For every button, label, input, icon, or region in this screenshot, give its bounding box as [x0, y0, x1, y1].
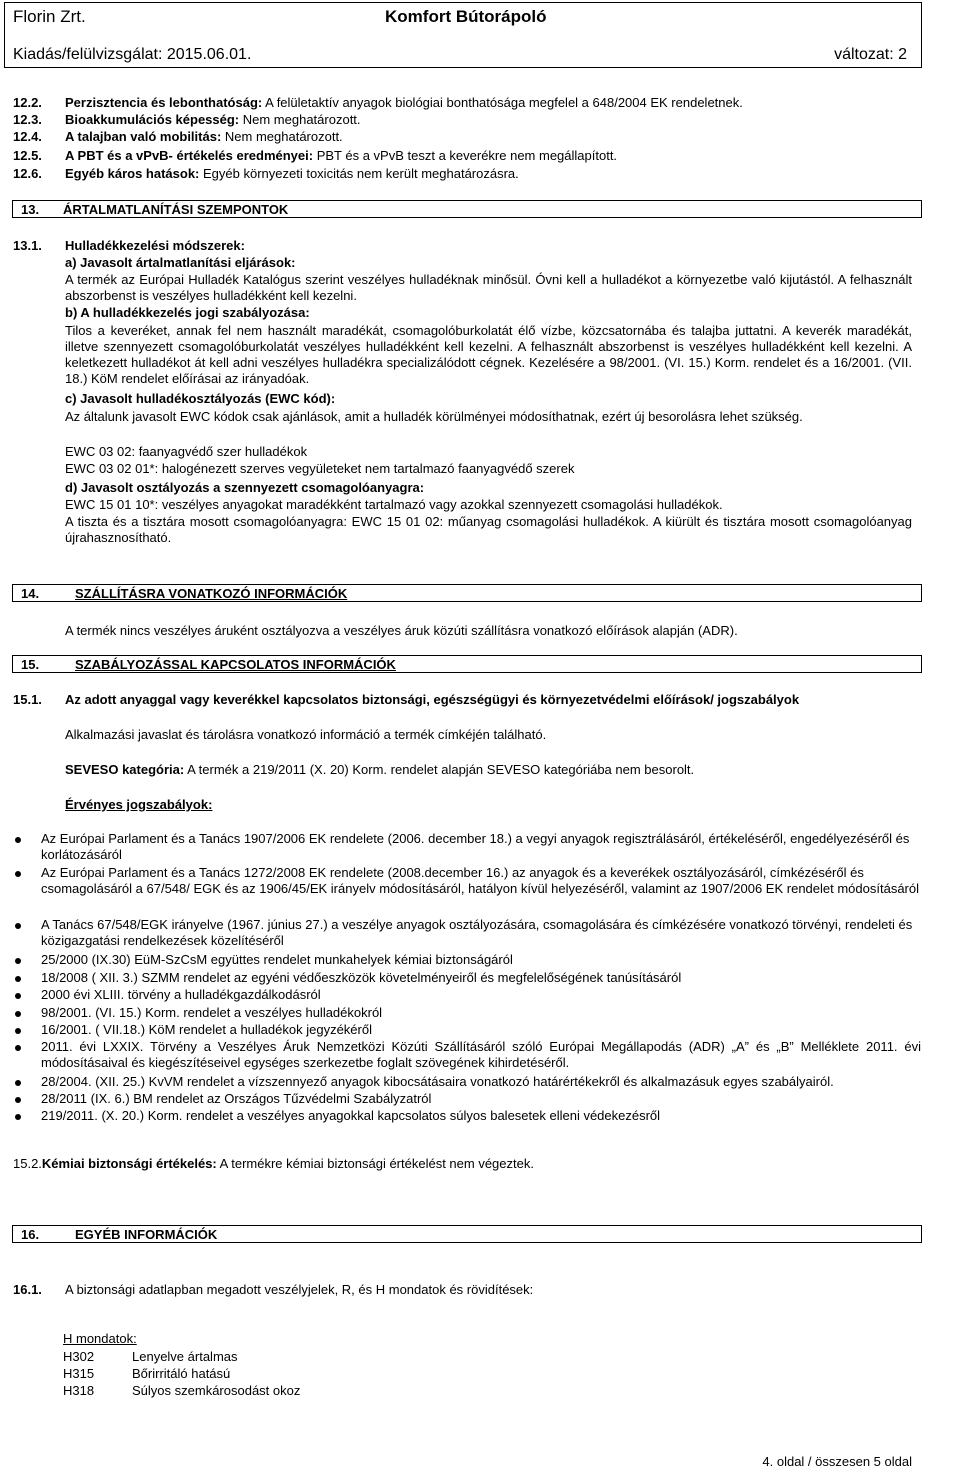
- item-number: 12.3.: [13, 112, 42, 127]
- company-name: Florin Zrt.: [13, 7, 86, 26]
- item-label: Perzisztencia és lebonthatóság:: [65, 95, 263, 110]
- subsection-title: Hulladékkezelési módszerek:: [65, 238, 245, 253]
- ewc-code-1: EWC 03 02: faanyagvédő szer hulladékok: [65, 444, 308, 459]
- list-item: 18/2008 ( XII. 3.) SZMM rendelet az egyéni védőeszközök követelményeiről és megfelelőségének tanúsításáról: [41, 970, 682, 985]
- subsection-b-text: Tilos a keveréket, annak fel nem használt maradékát, csomagolóburkolatát élő vízbe, közcsatornába és talajba juttatni. A keverék maradékát, illetve szennyezett csomagolóburkolatát veszélyes hulladékként kell kezelni. A felhasznált abszorbenst is veszélyes hulladékként kell kezelni. A keletkezett hulladékot át kell adni veszélyes hulladékra specializálódott cégnek. Kezelésére a 98/2001. (VI. 15.) Korm. rendelet és a 16/2001. (VII. 18.) KöM rendelet előírásai az irányadóak.: [65, 323, 912, 386]
- bullet-icon: [15, 923, 21, 929]
- section-title: EGYÉB INFORMÁCIÓK: [75, 1227, 218, 1242]
- laws-title: Érvényes jogszabályok:: [65, 797, 213, 812]
- seveso-line: [65, 762, 694, 778]
- subsection-d-text-1: EWC 15 01 10*: veszélyes anyagokat maradékként tartalmazó vagy azokkal szennyezett csomagolási hulladékok.: [65, 497, 723, 512]
- version-label: változat: 2: [834, 46, 907, 63]
- h-text: Lenyelve ártalmas: [132, 1349, 238, 1364]
- chemical-assessment-line: [13, 1156, 534, 1172]
- list-item: Az Európai Parlament és a Tanács 1272/2008 EK rendelete (2008.december 16.) az anyagok és a keverékek osztályozásáról, címkézéséről és csomagolásáról a 67/548/ EGK és az 1906/45/EK irányelv módosításáról, hatályon kívül helyezéséről, valamint az 1907/2006 EK rendelet módosításáról: [41, 865, 920, 896]
- list-item: [65, 166, 915, 182]
- list-item: 25/2000 (IX.30) EüM-SzCsM együttes rendelet munkahelyek kémiai biztonságáról: [41, 952, 513, 967]
- item-text: A felületaktív anyagok biológiai bonthatósága megfelel a 648/2004 EK rendeletnek.: [262, 95, 743, 110]
- section-title: ÁRTALMATLANÍTÁSI SZEMPONTOK: [63, 202, 289, 217]
- issue-date: Kiadás/felülvizsgálat: 2015.06.01.: [13, 46, 252, 63]
- ewc-code-2: EWC 03 02 01*: halogénezett szerves vegyületeket nem tartalmazó faanyagvédő szerek: [65, 461, 575, 476]
- section-number: 15.: [21, 657, 40, 672]
- item-number: 12.6.: [13, 166, 42, 181]
- list-item: 28/2004. (XII. 25.) KvVM rendelet a vízszennyező anyagok kibocsátásaira vonatkozó határértékekről és alkalmazásuk egyes szabályairól.: [41, 1074, 834, 1089]
- h-statements-title: H mondatok:: [63, 1331, 137, 1346]
- h-code: H315: [63, 1366, 95, 1381]
- bullet-icon: [15, 1011, 21, 1017]
- list-item: [65, 129, 915, 145]
- subsection-text: A biztonsági adatlapban megadott veszélyjelek, R, és H mondatok és rövidítések:: [65, 1282, 534, 1297]
- bullet-icon: [15, 837, 21, 843]
- bullet-icon: [15, 1097, 21, 1103]
- list-item: [65, 112, 915, 128]
- subsection-number: 13.1.: [13, 238, 42, 253]
- section-14-text: A termék nincs veszélyes áruként osztályozva a veszélyes áruk közúti szállításra vonatkozó előírások alapján (ADR).: [65, 623, 738, 638]
- seveso-label: SEVESO kategória:: [65, 762, 185, 777]
- item-number: 12.2.: [13, 95, 42, 110]
- list-item: [65, 148, 915, 164]
- subsection-title: Az adott anyaggal vagy keverékkel kapcsolatos biztonsági, egészségügyi és környezetvédelmi előírások/ jogszabályok: [65, 692, 800, 707]
- document-header: [4, 2, 922, 68]
- section-14-heading: [12, 584, 922, 602]
- subsection-number: 15.2.: [13, 1156, 42, 1171]
- h-text: Bőrirritáló hatású: [132, 1366, 231, 1381]
- section-title: SZABÁLYOZÁSSAL KAPCSOLATOS INFORMÁCIÓK: [75, 657, 396, 672]
- section-number: 13.: [21, 202, 40, 217]
- list-item: [13, 129, 42, 145]
- item-label: Bioakkumulációs képesség:: [65, 112, 240, 127]
- item-label: A talajban való mobilitás:: [65, 129, 222, 144]
- section-number: 14.: [21, 586, 40, 601]
- subsection-number: 15.1.: [13, 692, 42, 707]
- subsection-d-text-2: A tiszta és a tisztára mosott csomagolóanyagra: EWC 15 01 02: műanyag csomagolási hulladékok. A kiürült és tisztára mosott csomagolóanyag újrahasznosítható.: [65, 514, 912, 545]
- bullet-icon: [15, 1028, 21, 1034]
- list-item: 2000 évi XLIII. törvény a hulladékgazdálkodásról: [41, 987, 321, 1002]
- bullet-icon: [15, 1114, 21, 1120]
- item-text: Nem meghatározott.: [239, 112, 361, 127]
- item-label: A PBT és a vPvB- értékelés eredményei:: [65, 148, 314, 163]
- bullet-icon: [15, 1045, 21, 1051]
- list-item: [13, 112, 42, 128]
- list-item: 2011. évi LXXIX. Törvény a Veszélyes Áruk Nemzetközi Közúti Szállításáról szóló Európai Megállapodás (ADR) „A” és „B” Melléklete 2011. évi módosításaival és kiegészítéseivel egységes szerkezetbe foglalt szövegének kihirdetéséről.: [41, 1039, 921, 1070]
- bullet-icon: [15, 976, 21, 982]
- list-item: Az Európai Parlament és a Tanács 1907/2006 EK rendelete (2006. december 18.) a vegyi anyagok regisztrálásáról, értékeléséről, engedélyezéséről és korlátozásáról: [41, 831, 910, 862]
- bullet-icon: [15, 871, 21, 877]
- list-item: A Tanács 67/548/EGK irányelve (1967. június 27.) a veszélye anyagok osztályozására, csomagolására és címkézésére vonatkozó törvényi, rendeleti és közigazgatási rendelkezések közelítéséről: [41, 917, 913, 948]
- list-item: 28/2011 (IX. 6.) BM rendelet az Országos Tűzvédelmi Szabályzatról: [41, 1091, 432, 1106]
- list-item: [13, 95, 42, 111]
- section-number: 16.: [21, 1227, 40, 1242]
- subsection-b-title: b) A hulladékkezelés jogi szabályozása:: [65, 305, 310, 320]
- item-text: Egyéb környezeti toxicitás nem került meghatározásra.: [199, 166, 519, 181]
- bullet-icon: [15, 1080, 21, 1086]
- chemical-assessment-text: A termékre kémiai biztonsági értékelést nem végeztek.: [216, 1156, 534, 1171]
- h-code: H302: [63, 1349, 95, 1364]
- subsection-a-text: A termék az Európai Hulladék Katalógus szerint veszélyes hulladéknak minősül. Óvni kell a hulladékot a környezetbe való kijutástól. A felhasznált abszorbenst is veszélyes hulladékként kell kezelni.: [65, 272, 912, 303]
- bullet-icon: [15, 993, 21, 999]
- chemical-assessment-label: Kémiai biztonsági értékelés:: [41, 1156, 217, 1171]
- section-16-heading: [12, 1225, 922, 1243]
- product-name: Komfort Bútorápoló: [385, 7, 547, 26]
- item-label: Egyéb káros hatások:: [65, 166, 200, 181]
- bullet-icon: [15, 958, 21, 964]
- subsection-number: 16.1.: [13, 1282, 42, 1297]
- item-text: PBT és a vPvB teszt a keverékre nem megállapított.: [313, 148, 618, 163]
- list-item: 16/2001. ( VII.18.) KöM rendelet a hulladékok jegyzékéről: [41, 1022, 372, 1037]
- section-title: SZÁLLÍTÁSRA VONATKOZÓ INFORMÁCIÓK: [75, 586, 348, 601]
- item-text: Nem meghatározott.: [221, 129, 343, 144]
- subsection-a-title: a) Javasolt ártalmatlanítási eljárások:: [65, 255, 296, 270]
- list-item: [13, 166, 42, 182]
- subsection-c-title: c) Javasolt hulladékosztályozás (EWC kód):: [65, 391, 336, 406]
- h-text: Súlyos szemkárosodást okoz: [132, 1383, 301, 1398]
- seveso-text: A termék a 219/2011 (X. 20) Korm. rendelet alapján SEVESO kategóriába nem besorolt.: [184, 762, 695, 777]
- section-15-heading: [12, 655, 922, 673]
- list-item: [65, 95, 915, 111]
- page-number: 4. oldal / összesen 5 oldal: [762, 1454, 912, 1469]
- list-item: 219/2011. (X. 20.) Korm. rendelet a veszélyes anyagokkal kapcsolatos súlyos balesetek elleni védekezésről: [41, 1108, 661, 1123]
- section-13-heading: [12, 200, 922, 218]
- item-number: 12.4.: [13, 129, 42, 144]
- list-item: 98/2001. (VI. 15.) Korm. rendelet a veszélyes hulladékokról: [41, 1005, 383, 1020]
- subsection-d-title: d) Javasolt osztályozás a szennyezett csomagolóanyagra:: [65, 480, 425, 495]
- item-number: 12.5.: [13, 148, 42, 163]
- subsection-c-text: Az általunk javasolt EWC kódok csak ajánlások, amit a hulladék körülményei módosíthatnak, ezért új besorolásra lehet szükség.: [65, 409, 803, 424]
- subsection-text: Alkalmazási javaslat és tárolásra vonatkozó információ a termék címkéjén található.: [65, 727, 547, 742]
- list-item: [13, 148, 42, 164]
- h-code: H318: [63, 1383, 95, 1398]
